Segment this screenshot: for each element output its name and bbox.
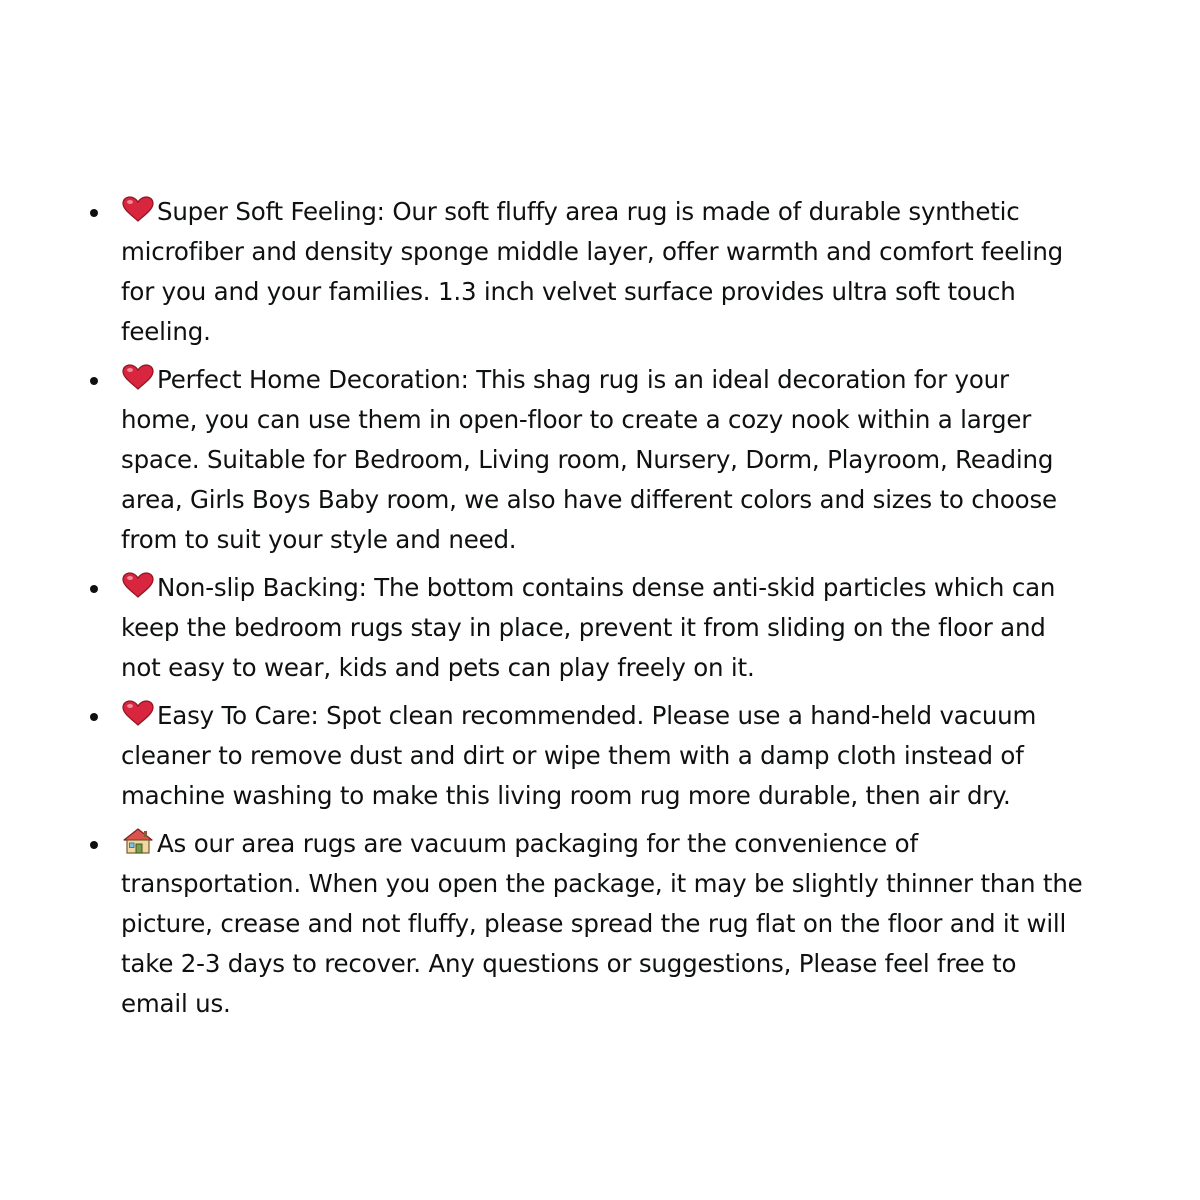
feature-text: Perfect Home Decoration: This shag rug is an ideal decoration for your home, you can use them in open-floor to create a cozy nook within a larger space. Suitable for Bedroom, Living room, Nursery, Dorm, Playroom, Reading area, Girls Boys Baby room, we also have different colors and sizes to choose from to suit your style and need. — [121, 365, 1057, 554]
feature-text: Super Soft Feeling: Our soft fluffy area rug is made of durable synthetic microfiber and density sponge middle layer, offer warmth and comfort feeling for you and your families. 1.3 inch velvet surface provides ultra soft touch feeling. — [121, 197, 1064, 346]
bullet-dot — [90, 585, 98, 593]
bullet-dot — [90, 713, 98, 721]
heart-icon — [121, 363, 155, 391]
house-icon — [121, 827, 155, 855]
bullet-dot — [90, 841, 98, 849]
bullet-dot — [90, 209, 98, 217]
feature-item-easy-care — [121, 696, 1089, 816]
feature-text: Easy To Care: Spot clean recommended. Please use a hand-held vacuum cleaner to remove dust and dirt or wipe them with a damp cloth instead of machine washing to make this living room rug more durable, then air dry. — [121, 701, 1037, 810]
feature-item-packaging — [121, 824, 1089, 1024]
feature-text: As our area rugs are vacuum packaging for the convenience of transportation. When you open the package, it may be slightly thinner than the picture, crease and not fluffy, please spread the rug flat on the floor and it will take 2-3 days to recover. Any questions or suggestions, Please feel free to email us. — [121, 829, 1083, 1018]
feature-item-home-decoration — [121, 360, 1089, 560]
feature-bullet-list — [121, 192, 1089, 1032]
feature-item-soft-feeling — [121, 192, 1089, 352]
feature-item-non-slip — [121, 568, 1089, 688]
heart-icon — [121, 195, 155, 223]
feature-text: Non-slip Backing: The bottom contains dense anti-skid particles which can keep the bedroom rugs stay in place, prevent it from sliding on the floor and not easy to wear, kids and pets can play freely on it. — [121, 573, 1056, 682]
heart-icon — [121, 699, 155, 727]
bullet-dot — [90, 377, 98, 385]
heart-icon — [121, 571, 155, 599]
